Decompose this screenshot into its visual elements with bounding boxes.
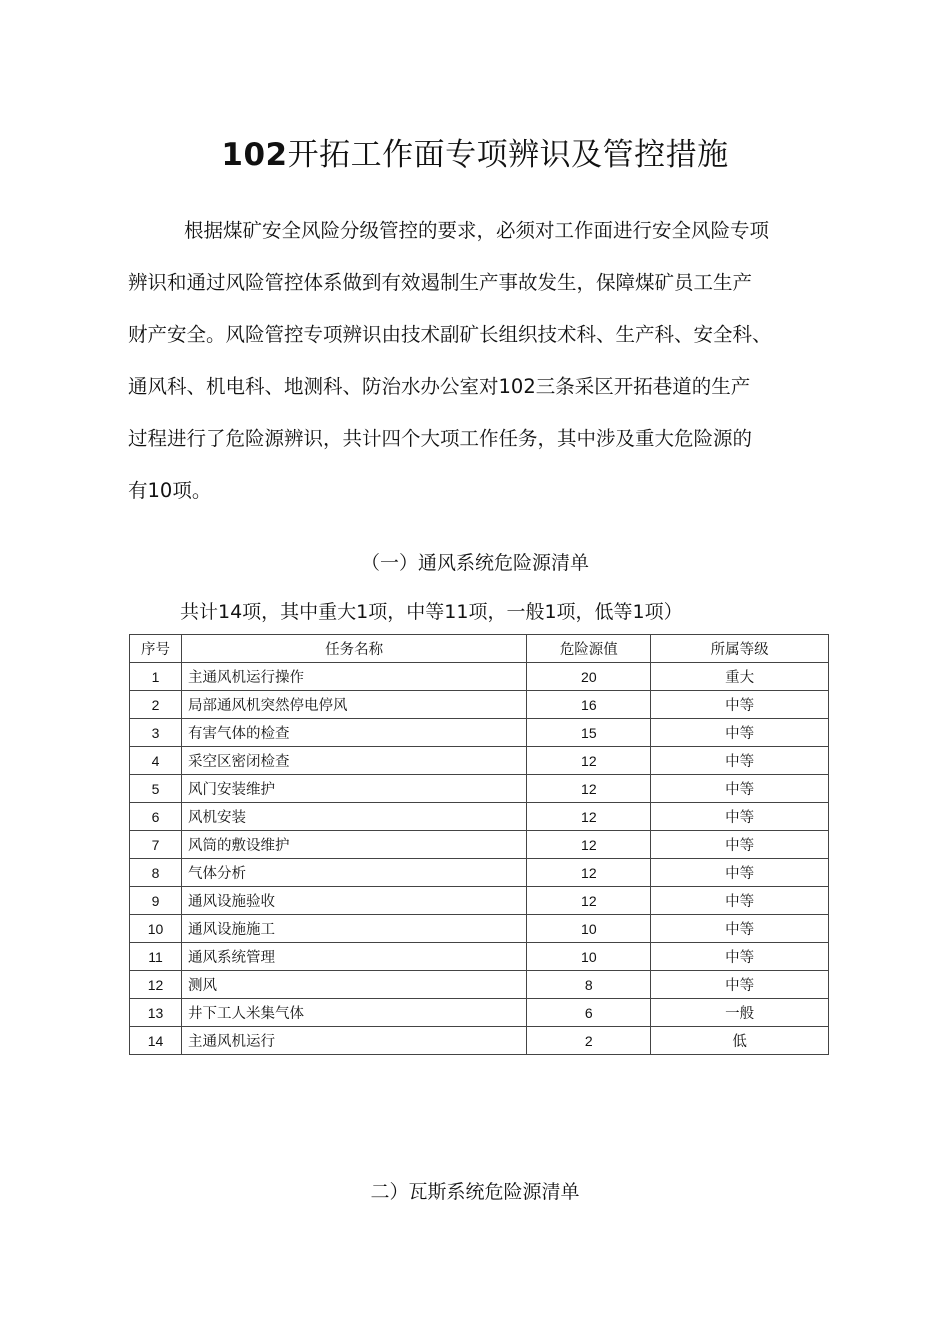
cell-hazard-value: 20 — [527, 663, 651, 691]
table-row — [130, 803, 829, 831]
table-header-row — [130, 635, 829, 663]
cell-level: 低 — [651, 1027, 829, 1055]
cell-no: 4 — [130, 747, 182, 775]
cell-hazard-value: 12 — [527, 775, 651, 803]
header-task-name: 任务名称 — [181, 635, 526, 663]
cell-level: 中等 — [651, 691, 829, 719]
cell-level: 中等 — [651, 887, 829, 915]
header-hazard-value: 危险源值 — [527, 635, 651, 663]
cell-no: 2 — [130, 691, 182, 719]
cell-no: 7 — [130, 831, 182, 859]
table-row — [130, 775, 829, 803]
cell-level: 重大 — [651, 663, 829, 691]
intro-line: 财产安全。风险管控专项辨识由技术副矿长组织技术科、生产科、安全科、 — [128, 323, 772, 346]
cell-hazard-value: 16 — [527, 691, 651, 719]
cell-hazard-value: 2 — [527, 1027, 651, 1055]
section-1-summary: 共计14项，其中重大1项，中等11项，一般1项，低等1项） — [180, 601, 683, 623]
cell-task-name: 主通风机运行 — [181, 1027, 526, 1055]
intro-line: 通风科、机电科、地测科、防治水办公室对102三条采区开拓巷道的生产 — [128, 375, 751, 398]
cell-level: 中等 — [651, 915, 829, 943]
cell-no: 5 — [130, 775, 182, 803]
cell-hazard-value: 6 — [527, 999, 651, 1027]
cell-hazard-value: 10 — [527, 915, 651, 943]
cell-level: 一般 — [651, 999, 829, 1027]
cell-no: 9 — [130, 887, 182, 915]
cell-hazard-value: 12 — [527, 831, 651, 859]
cell-level: 中等 — [651, 747, 829, 775]
cell-level: 中等 — [651, 971, 829, 999]
table-row — [130, 971, 829, 999]
table-row — [130, 691, 829, 719]
cell-task-name: 局部通风机突然停电停风 — [181, 691, 526, 719]
cell-no: 11 — [130, 943, 182, 971]
cell-hazard-value: 8 — [527, 971, 651, 999]
cell-level: 中等 — [651, 775, 829, 803]
intro-paragraph — [128, 205, 838, 517]
cell-task-name: 通风设施施工 — [181, 915, 526, 943]
title-text: 开拓工作面专项辨识及管控措施 — [287, 136, 729, 173]
page-title — [0, 133, 950, 177]
cell-hazard-value: 15 — [527, 719, 651, 747]
table-row — [130, 999, 829, 1027]
table-row — [130, 747, 829, 775]
table-row — [130, 915, 829, 943]
cell-no: 3 — [130, 719, 182, 747]
cell-task-name: 风机安装 — [181, 803, 526, 831]
cell-hazard-value: 12 — [527, 803, 651, 831]
cell-task-name: 通风系统管理 — [181, 943, 526, 971]
cell-task-name: 井下工人米集气体 — [181, 999, 526, 1027]
cell-task-name: 气体分析 — [181, 859, 526, 887]
cell-no: 14 — [130, 1027, 182, 1055]
cell-hazard-value: 12 — [527, 887, 651, 915]
cell-level: 中等 — [651, 943, 829, 971]
table-row — [130, 887, 829, 915]
cell-task-name: 采空区密闭检查 — [181, 747, 526, 775]
section-2-title: 二）瓦斯系统危险源清单 — [370, 1181, 580, 1203]
cell-no: 1 — [130, 663, 182, 691]
cell-hazard-value: 10 — [527, 943, 651, 971]
cell-level: 中等 — [651, 831, 829, 859]
cell-no: 10 — [130, 915, 182, 943]
cell-hazard-value: 12 — [527, 747, 651, 775]
cell-level: 中等 — [651, 719, 829, 747]
cell-hazard-value: 12 — [527, 859, 651, 887]
cell-task-name: 主通风机运行操作 — [181, 663, 526, 691]
header-no: 序号 — [130, 635, 182, 663]
hazard-table — [129, 634, 829, 1055]
cell-level: 中等 — [651, 803, 829, 831]
cell-task-name: 风门安装维护 — [181, 775, 526, 803]
header-level: 所属等级 — [651, 635, 829, 663]
section-1-title: （一）通风系统危险源清单 — [360, 552, 589, 574]
cell-no: 13 — [130, 999, 182, 1027]
table-row — [130, 719, 829, 747]
table-row — [130, 859, 829, 887]
cell-task-name: 测风 — [181, 971, 526, 999]
cell-level: 中等 — [651, 859, 829, 887]
cell-no: 12 — [130, 971, 182, 999]
intro-line: 有10项。 — [128, 479, 212, 502]
cell-task-name: 通风设施验收 — [181, 887, 526, 915]
title-number: 102 — [221, 136, 288, 173]
cell-task-name: 风筒的敷设维护 — [181, 831, 526, 859]
table-row — [130, 1027, 829, 1055]
intro-line: 根据煤矿安全风险分级管控的要求，必须对工作面进行安全风险专项 — [184, 219, 770, 242]
table-row — [130, 663, 829, 691]
intro-line: 过程进行了危险源辨识，共计四个大项工作任务，其中涉及重大危险源的 — [128, 427, 753, 450]
cell-no: 6 — [130, 803, 182, 831]
cell-no: 8 — [130, 859, 182, 887]
table-row — [130, 831, 829, 859]
intro-line: 辨识和通过风险管控体系做到有效遏制生产事故发生，保障煤矿员工生产 — [128, 271, 753, 294]
table-row — [130, 943, 829, 971]
cell-task-name: 有害气体的检查 — [181, 719, 526, 747]
